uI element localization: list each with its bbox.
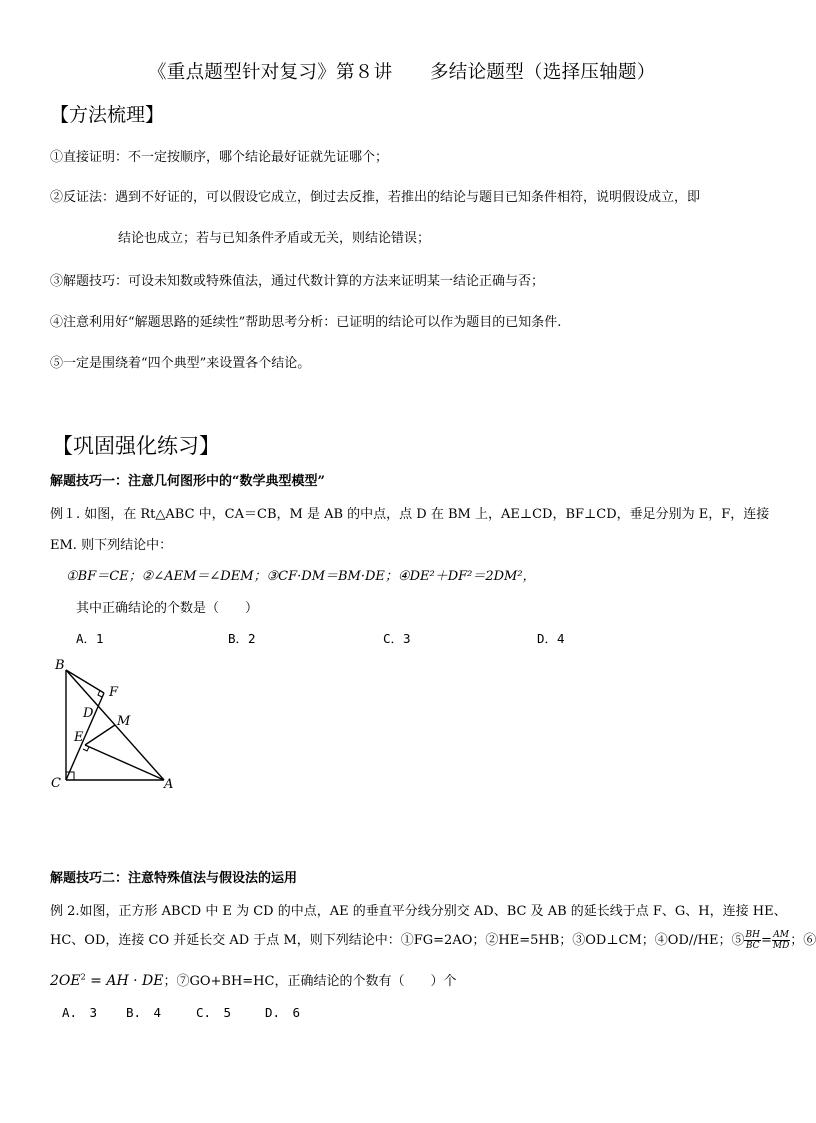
method-heading: 【方法梳理】 xyxy=(50,104,165,126)
example-2-option-d: D. 6 xyxy=(265,1005,301,1020)
method-item-2-cont: 结论也成立；若与已知条件矛盾或无关，则结论错误； xyxy=(118,231,431,246)
example-2-option-c: C. 5 xyxy=(196,1005,232,1020)
equation-2oe: 2OE xyxy=(50,973,81,989)
page-title: 《重点题型针对复习》第８讲 多结论题型（选择压轴题） xyxy=(148,62,656,83)
example-2-line-2 xyxy=(50,929,816,951)
example-1-statements: ①BF＝CE；②∠AEM＝∠DEM；③CF·DM＝BM·DE；④DE²＋DF²＝2DM²， xyxy=(66,569,536,584)
figure-label-b: B xyxy=(55,658,65,673)
fraction-am-md: $\frac{AM}{MD}$ xyxy=(772,930,790,951)
equals-sign: = xyxy=(760,933,772,948)
segment-ae xyxy=(85,745,164,780)
example-1-line-2: EM. 则下列结论中： xyxy=(50,538,173,553)
example-1-option-a: A．1 xyxy=(76,631,104,646)
triangle-figure xyxy=(46,656,186,796)
method-item-3: ③解题技巧：可设未知数或特殊值法，通过代数计算的方法来证明某一结论正确与否； xyxy=(50,274,545,289)
equation-exponent: 2 xyxy=(80,972,86,982)
fraction-bh-bc: $\frac{BH}{BC}$ xyxy=(745,930,760,951)
right-angle-e xyxy=(83,747,89,751)
method-item-5: ⑤一定是围绕着“四个典型”来设置各个结论。 xyxy=(50,356,311,371)
figure-label-a: A xyxy=(164,777,174,792)
tip-2-heading: 解题技巧二：注意特殊值法与假设法的运用 xyxy=(50,871,298,886)
example-2-line-3-text: ；⑦GO+BH=HC，正确结论的个数有（ ）个 xyxy=(163,974,457,989)
equation-ah-de: = AH · DE xyxy=(85,973,164,989)
figure-label-c: C xyxy=(51,776,61,791)
figure-label-d: D xyxy=(83,706,94,721)
example-2-option-a: A. 3 xyxy=(62,1005,98,1020)
example-1-line-1: 例１. 如图，在 Rt△ABC 中，CA＝CB，M 是 AB 的中点，点 D 在 BM 上，AE⊥CD，BF⊥CD，垂足分别为 E，F，连接 xyxy=(50,507,770,522)
segment-bf xyxy=(66,670,104,693)
example-2-line-1: 例 2.如图，正方形 ABCD 中 E 为 CD 的中点，AE 的垂直平分线分别交 AD、BC 及 AB 的延长线于点 F、G、H，连接 HE、 xyxy=(50,904,787,919)
tip-1-heading: 解题技巧一：注意几何图形中的“数学典型模型” xyxy=(50,474,325,489)
example-1-option-d: D．4 xyxy=(537,631,565,646)
method-item-1: ①直接证明：不一定按顺序，哪个结论最好证就先证哪个； xyxy=(50,150,389,165)
figure-label-e: E xyxy=(74,730,84,745)
example-1-option-c: C．3 xyxy=(383,631,411,646)
method-item-4: ④注意利用好“解题思路的延续性”帮助思考分析：已证明的结论可以作为题目的已知条件. xyxy=(50,315,562,330)
figure-label-m: M xyxy=(117,714,131,729)
practice-heading: 【巩固强化练习】 xyxy=(52,434,220,458)
figure-label-f: F xyxy=(109,685,119,700)
example-2-option-b: B. 4 xyxy=(126,1005,162,1020)
example-2-line-3 xyxy=(50,970,456,989)
method-item-2: ②反证法：遇到不好证的，可以假设它成立，倒过去反推，若推出的结论与题目已知条件相符，说明假设成立，即 xyxy=(50,190,701,205)
example-2-line-2-text: HC、OD，连接 CO 并延长交 AD 于点 M，则下列结论中：①FG=2AO；②HE=5HB；③OD⊥CM；④OD//HE；⑤ xyxy=(50,933,745,948)
example-1-question: 其中正确结论的个数是（ ） xyxy=(76,601,259,616)
example-2-line-2-tail: ；⑥ xyxy=(790,933,816,948)
segment-em xyxy=(85,725,115,745)
example-1-option-b: B．2 xyxy=(228,631,256,646)
